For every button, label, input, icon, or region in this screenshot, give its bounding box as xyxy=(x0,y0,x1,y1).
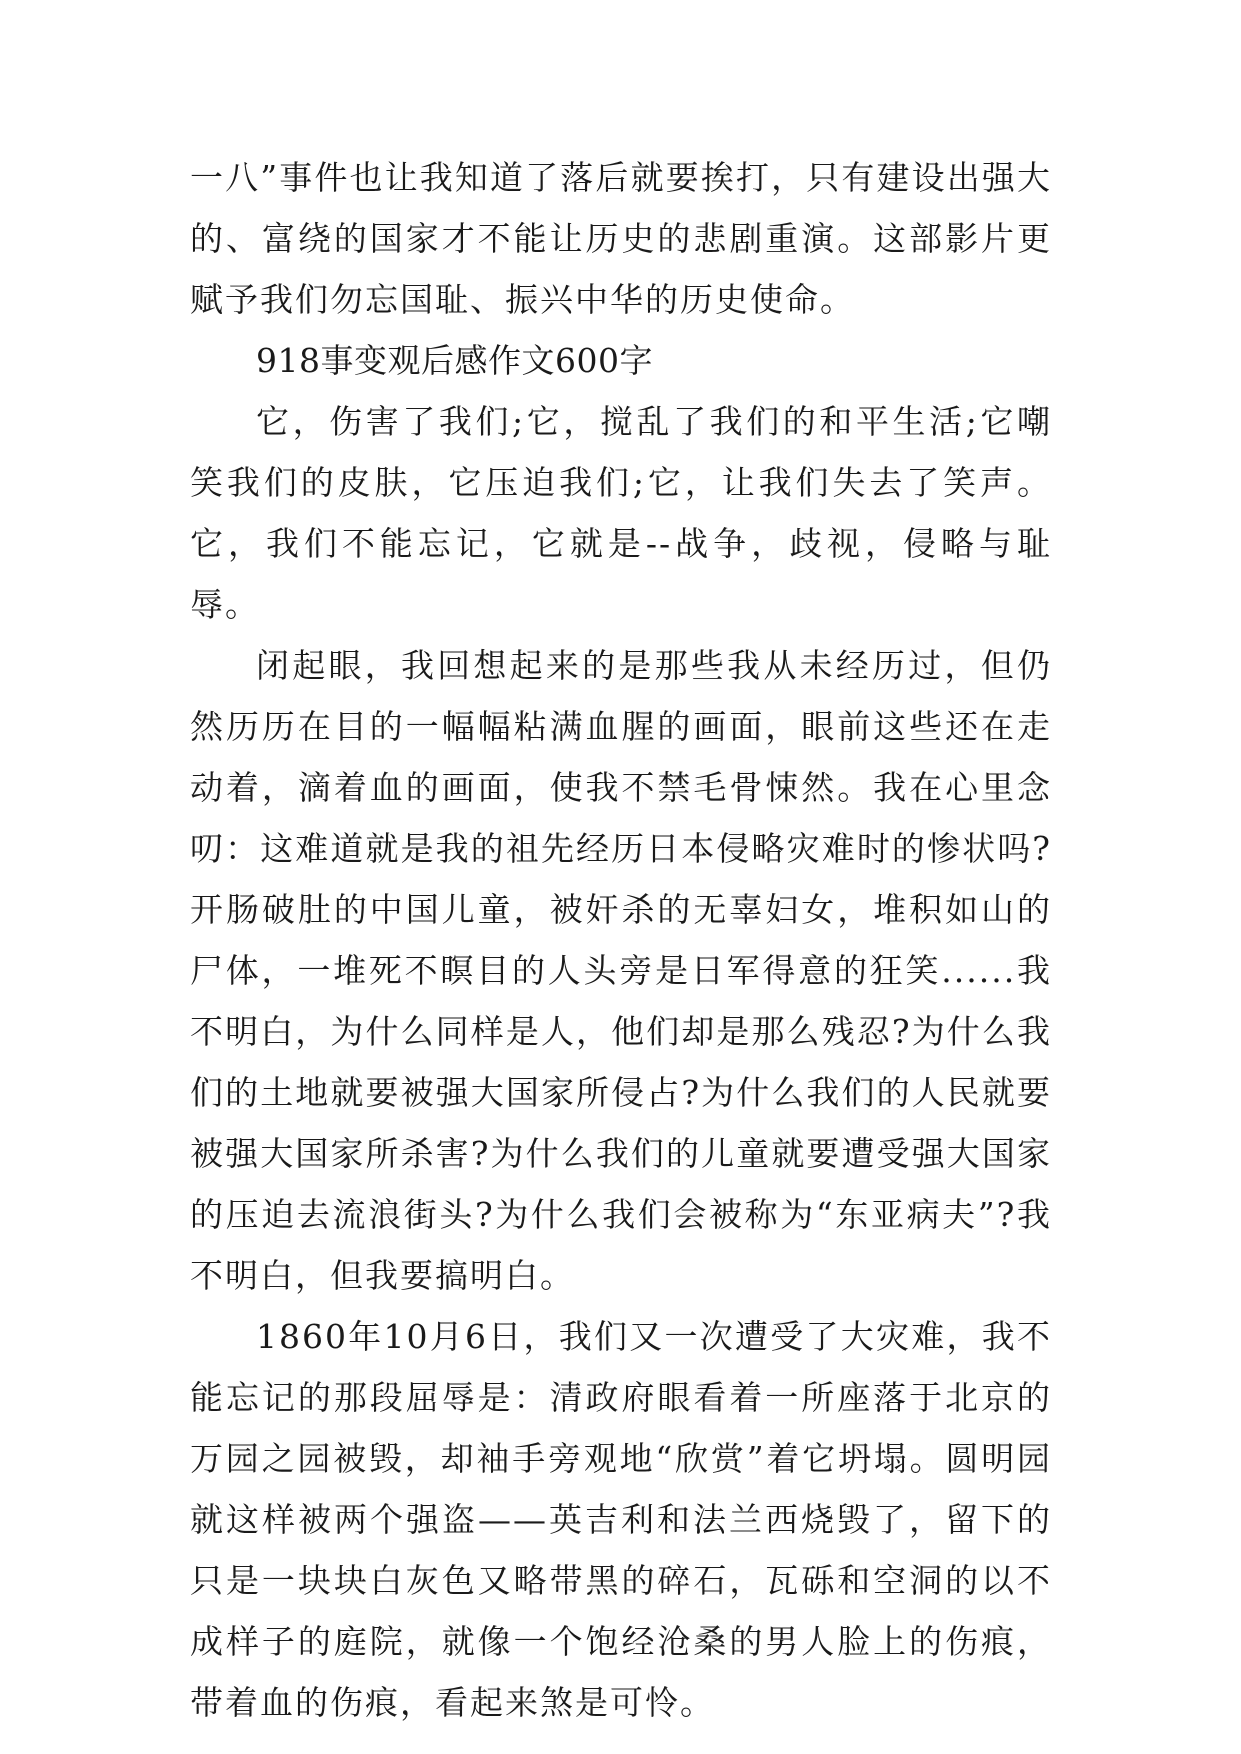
document-body xyxy=(190,147,1052,1733)
paragraph-continuation: 一八”事件也让我知道了落后就要挨打，只有建设出强大的、富绕的国家才不能让历史的悲剧重演。这部影片更赋予我们勿忘国耻、振兴中华的历史使命。 xyxy=(190,158,1052,319)
paragraph: 1860年10月6日，我们又一次遭受了大灾难，我不能忘记的那段屈辱是：清政府眼看着一所座落于北京的万园之园被毁，却袖手旁观地“欣赏”着它坍塌。圆明园就这样被两个强盗——英吉利和法兰西烧毁了，留下的只是一块块白灰色又略带黑的碎石，瓦砾和空洞的以不成样子的庭院，就像一个饱经沧桑的男人脸上的伤痕，带着血的伤痕，看起来煞是可怜。 xyxy=(190,1317,1052,1722)
paragraph: 闭起眼，我回想起来的是那些我从未经历过，但仍然历历在目的一幅幅粘满血腥的画面，眼前这些还在走动着，滴着血的画面，使我不禁毛骨悚然。我在心里念叨：这难道就是我的祖先经历日本侵略灾难时的惨状吗?开肠破肚的中国儿童，被奸杀的无辜妇女，堆积如山的尸体，一堆死不瞑目的人头旁是日军得意的狂笑......我不明白，为什么同样是人，他们却是那么残忍?为什么我们的土地就要被强大国家所侵占?为什么我们的人民就要被强大国家所杀害?为什么我们的儿童就要遭受强大国家的压迫去流浪街头?为什么我们会被称为“东亚病夫”?我不明白，但我要搞明白。 xyxy=(190,646,1052,1295)
essay-title: 918事变观后感作文600字 xyxy=(256,341,653,380)
paragraph: 它，伤害了我们;它，搅乱了我们的和平生活;它嘲笑我们的皮肤，它压迫我们;它，让我们失去了笑声。它，我们不能忘记，它就是--战争，歧视，侵略与耻辱。 xyxy=(190,402,1052,624)
